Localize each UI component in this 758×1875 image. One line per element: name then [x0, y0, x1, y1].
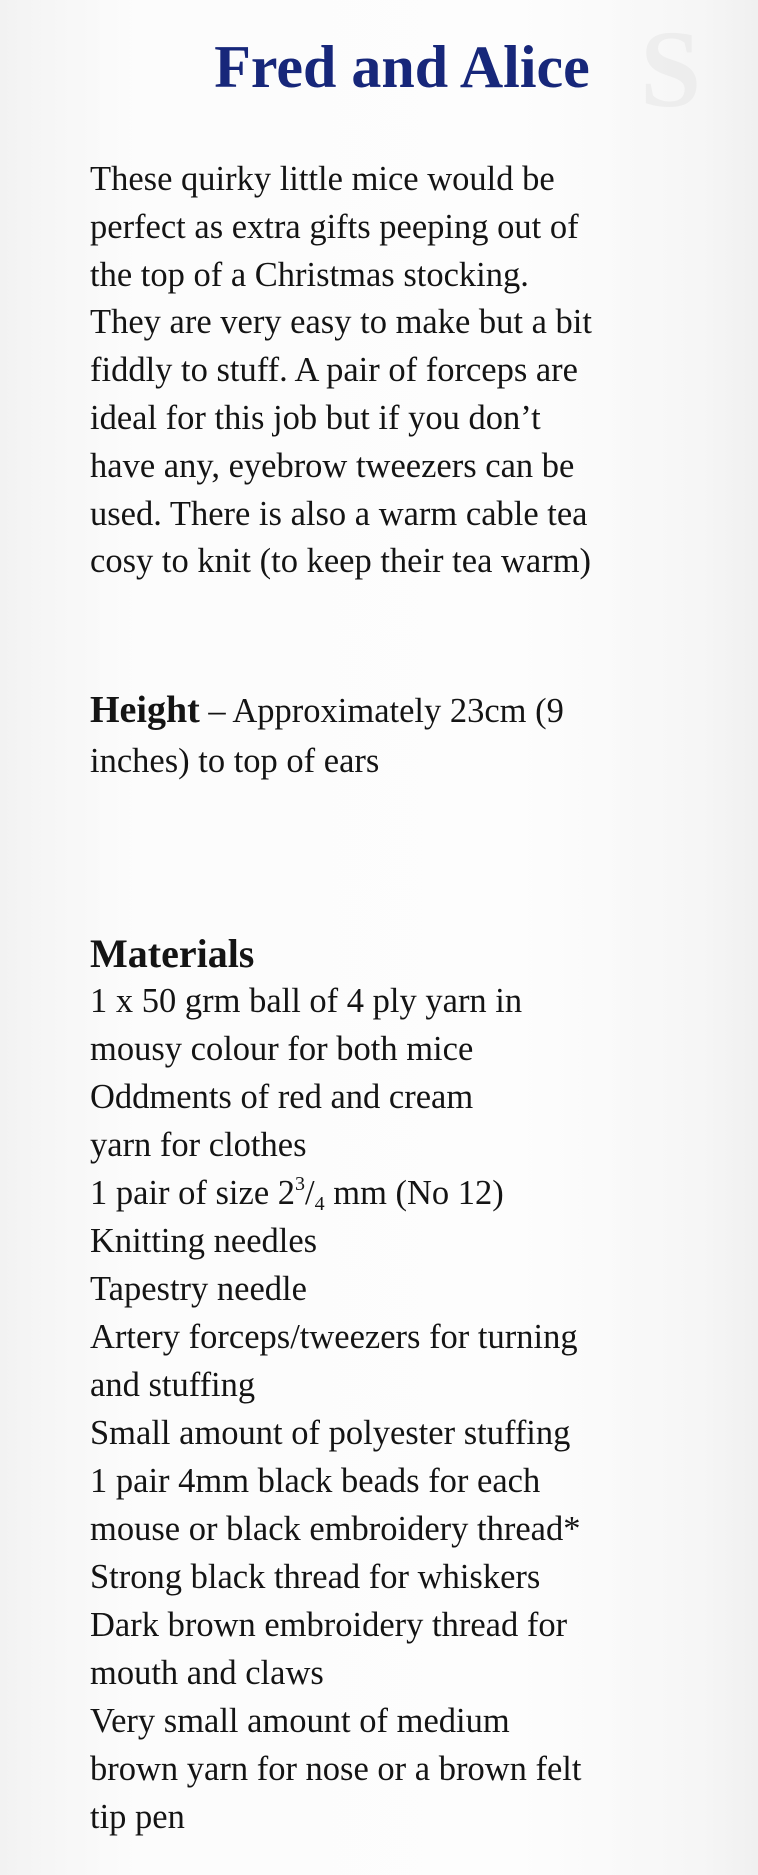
list-item: brown yarn for nose or a brown felt [90, 1750, 582, 1788]
list-item: Knitting needles [90, 1222, 318, 1260]
list-item: mouse or black embroidery thread* [90, 1510, 581, 1548]
page-title: Fred and Alice [214, 34, 590, 100]
list-item: 1 x 50 grm ball of 4 ply yarn in [90, 982, 523, 1020]
height-label: Height [90, 689, 200, 731]
intro-paragraph: These quirky little mice would be perfect as extra gifts peeping out of the top of a Christmas stocking. They are very easy to make but a bit fiddly to stuff. A pair of forceps are ideal for this job but if you don’t have any, eyebrow tweezers can be used. There is also a warm cable tea cosy to knit (to keep their tea warm) [90, 160, 592, 581]
list-item: Dark brown embroidery thread for [90, 1606, 568, 1644]
height-text: – Approximately 23cm (9 inches) to top of ears [90, 692, 564, 780]
needle-size-numerator: 3 [295, 1173, 306, 1195]
list-item: 1 pair 4mm black beads for each [90, 1462, 541, 1500]
needle-size-suffix: mm (No 12) [324, 1174, 504, 1212]
list-item: Strong black thread for whiskers [90, 1558, 541, 1596]
needle-size-prefix: 1 pair of size 2 [90, 1174, 296, 1212]
list-item: Artery forceps/tweezers for turning [90, 1318, 578, 1356]
list-item: Oddments of red and cream [90, 1078, 474, 1116]
needle-size-denominator: 4 [314, 1193, 325, 1215]
list-item: Tapestry needle [90, 1270, 307, 1308]
height-section [90, 685, 730, 786]
materials-list [90, 977, 730, 1841]
bleed-through-mark: S [640, 8, 698, 130]
list-item: tip pen [90, 1798, 185, 1836]
list-item: mouth and claws [90, 1654, 324, 1692]
list-item: Very small amount of medium [90, 1702, 510, 1740]
list-item: mousy colour for both mice [90, 1030, 474, 1068]
list-item: Small amount of polyester stuffing [90, 1414, 571, 1452]
list-item: and stuffing [90, 1366, 256, 1404]
needle-size-slash: / [305, 1174, 315, 1212]
needle-size-item [90, 1169, 730, 1217]
materials-heading: Materials [90, 931, 255, 976]
list-item: yarn for clothes [90, 1126, 307, 1164]
